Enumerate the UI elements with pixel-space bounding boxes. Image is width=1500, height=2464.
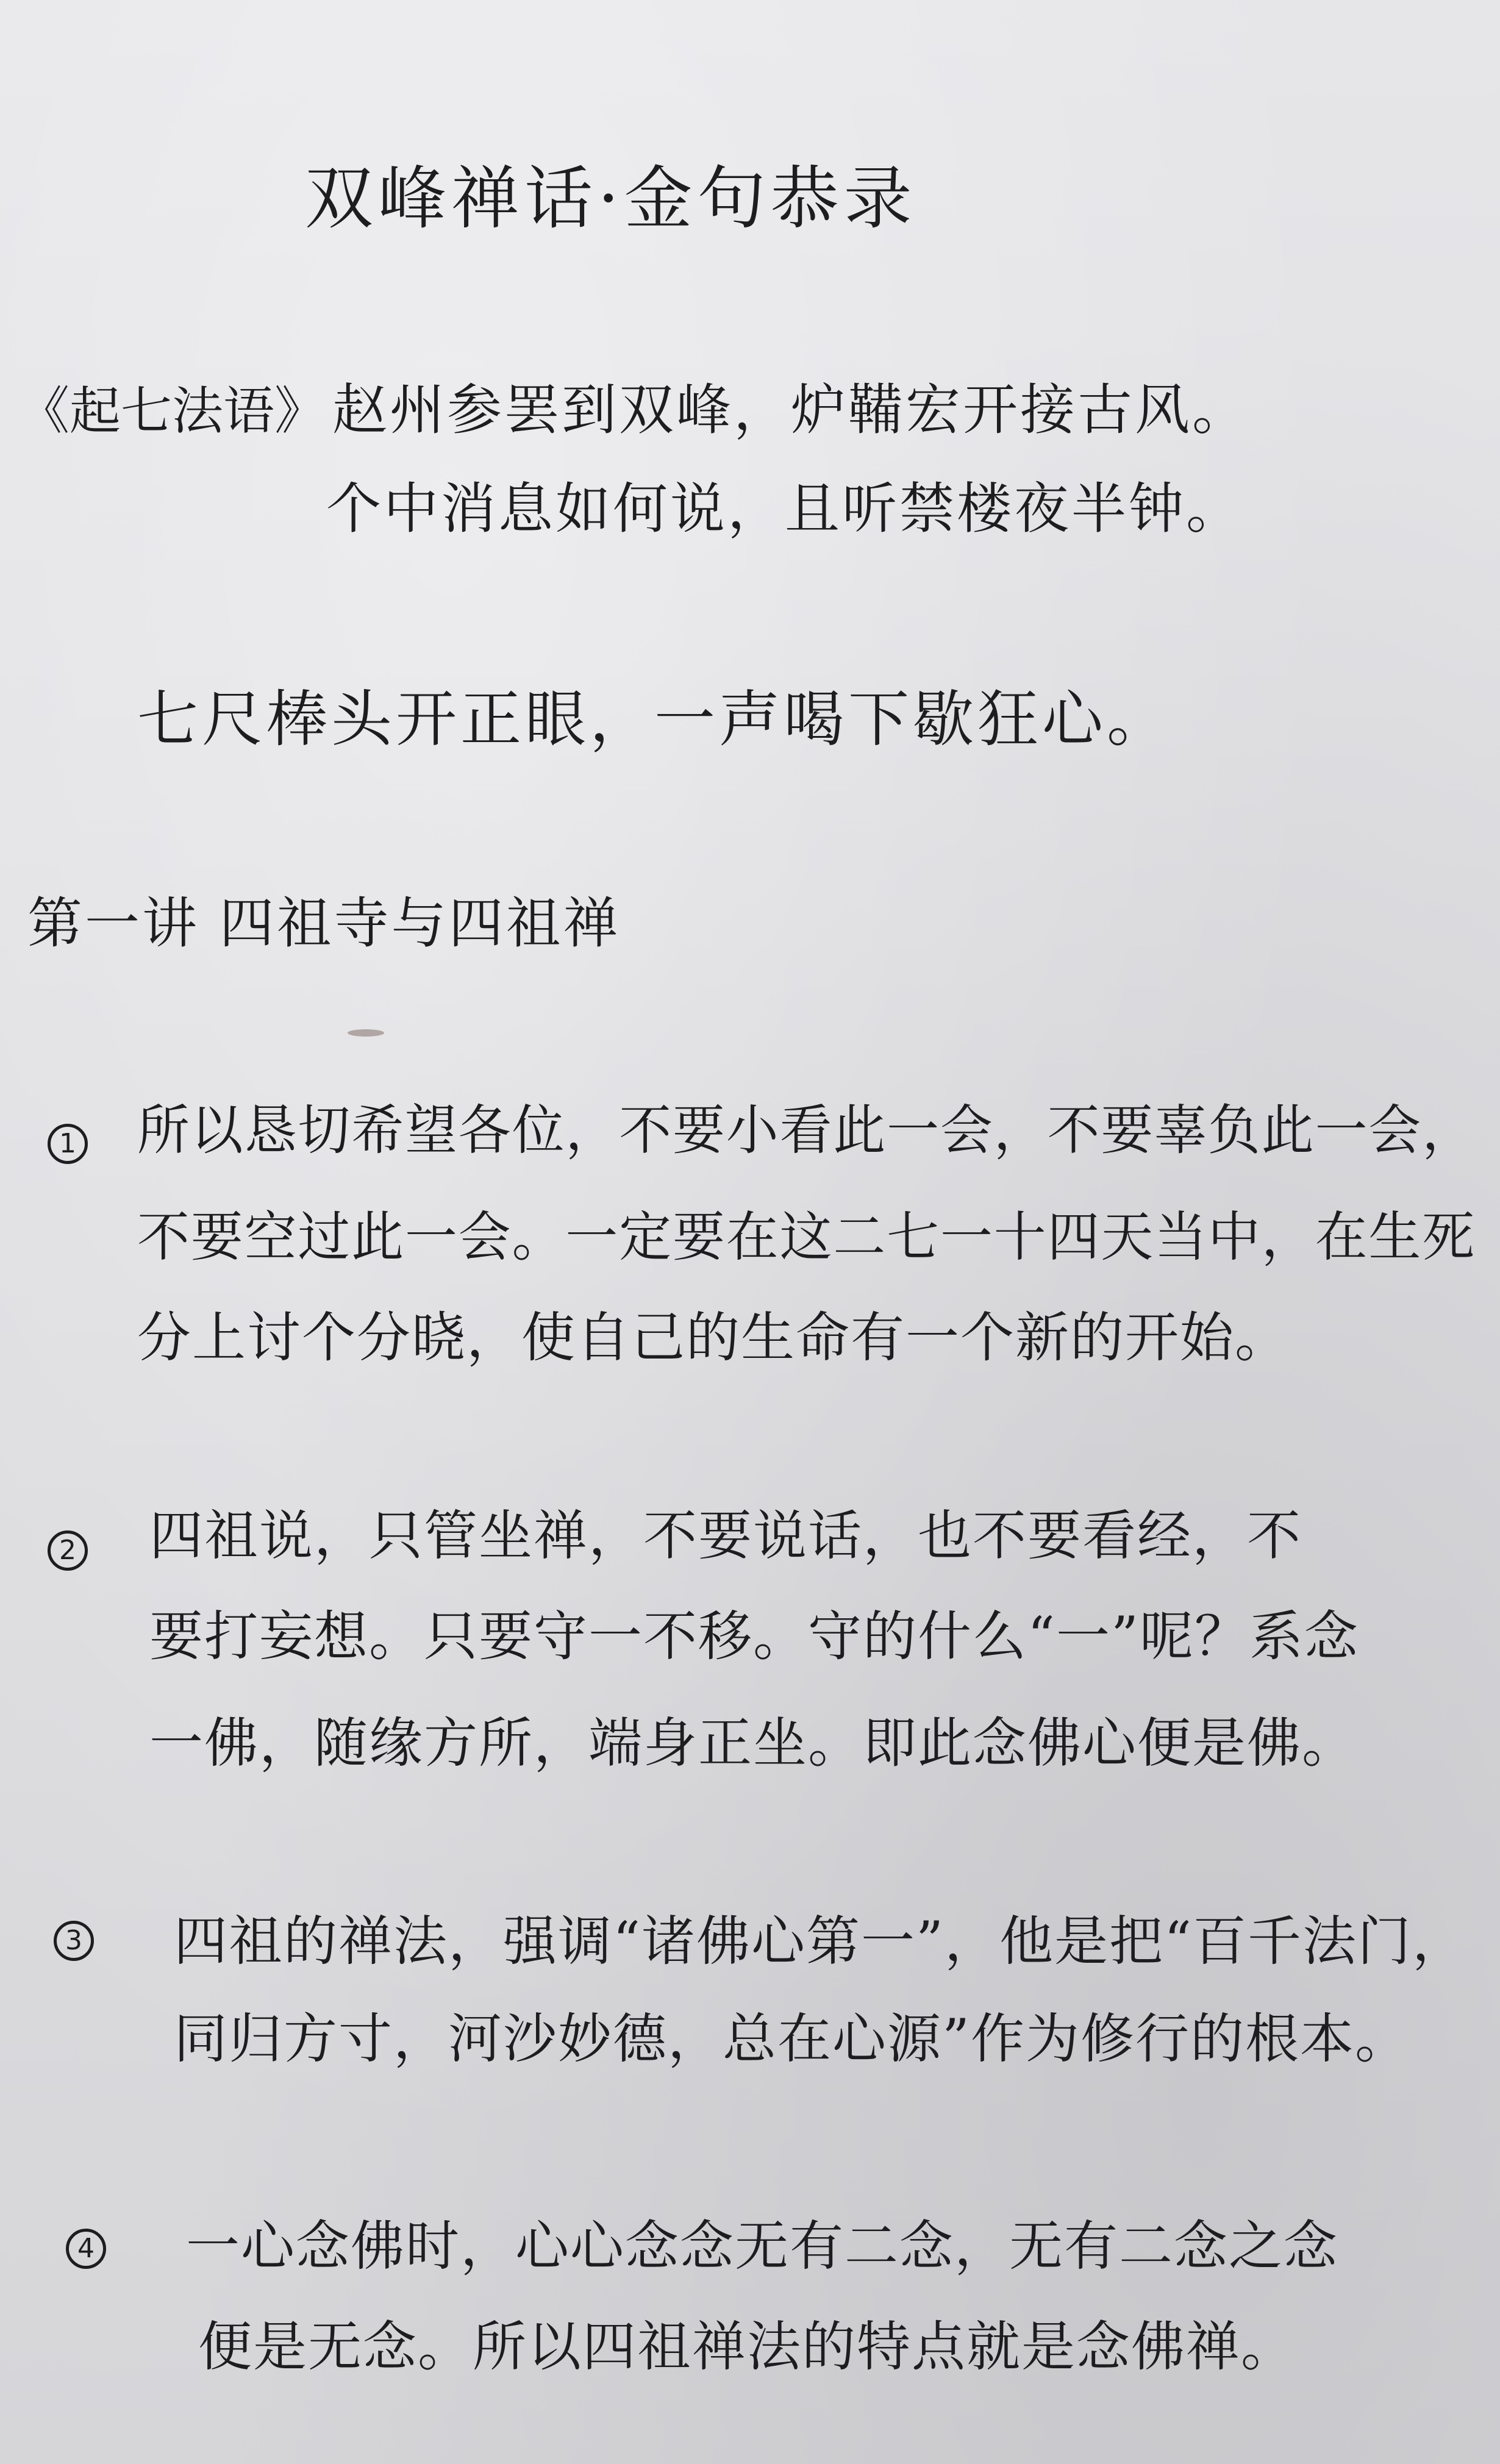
- couplet: 七尺棒头开正眼，一声喝下歇狂心。: [137, 684, 1171, 755]
- point-4-line-2: 便是无念。所以四祖禅法的特点就是念佛禅。: [198, 2315, 1296, 2378]
- point-number-3: 3: [54, 1921, 94, 1961]
- point-2-line-3: 一佛，随缘方所，端身正坐。即此念佛心便是佛。: [149, 1712, 1357, 1774]
- point-1-line-3: 分上讨个分晓，使自己的生命有一个新的开始。: [137, 1306, 1290, 1369]
- point-number-1: 1: [48, 1124, 88, 1164]
- point-2-line-1: 四祖说，只管坐禅，不要说话，也不要看经，不: [149, 1504, 1302, 1567]
- point-1-line-1: 所以恳切希望各位，不要小看此一会，不要辜负此一会，: [137, 1099, 1476, 1162]
- point-1-line-2: 不要空过此一会。一定要在这二七一十四天当中，在生死: [137, 1205, 1476, 1268]
- lecture-heading: 第一讲 四祖寺与四祖禅: [27, 891, 621, 955]
- intro-verse-line-2: 个中消息如何说，且听禁楼夜半钟。: [326, 477, 1243, 541]
- point-number-2: 2: [48, 1530, 88, 1571]
- page-title: 双峰禅话·金句恭录: [305, 159, 917, 238]
- point-3-line-1: 四祖的禅法，强调“诸佛心第一”，他是把“百千法门，: [174, 1910, 1467, 1973]
- point-2-line-2: 要打妄想。只要守一不移。守的什么“一”呢？系念: [149, 1605, 1359, 1668]
- point-4-line-1: 一心念佛时，心心念念无有二念，无有二念之念: [186, 2215, 1339, 2277]
- ink-smudge: [348, 1029, 384, 1037]
- intro-verse-line-1: 赵州参罢到双峰，炉鞴宏开接古风。: [332, 378, 1249, 442]
- point-3-line-2: 同归方寸，河沙妙德，总在心源”作为修行的根本。: [174, 2007, 1410, 2070]
- point-number-4: 4: [66, 2229, 106, 2269]
- intro-source-label: 《起七法语》: [18, 381, 326, 441]
